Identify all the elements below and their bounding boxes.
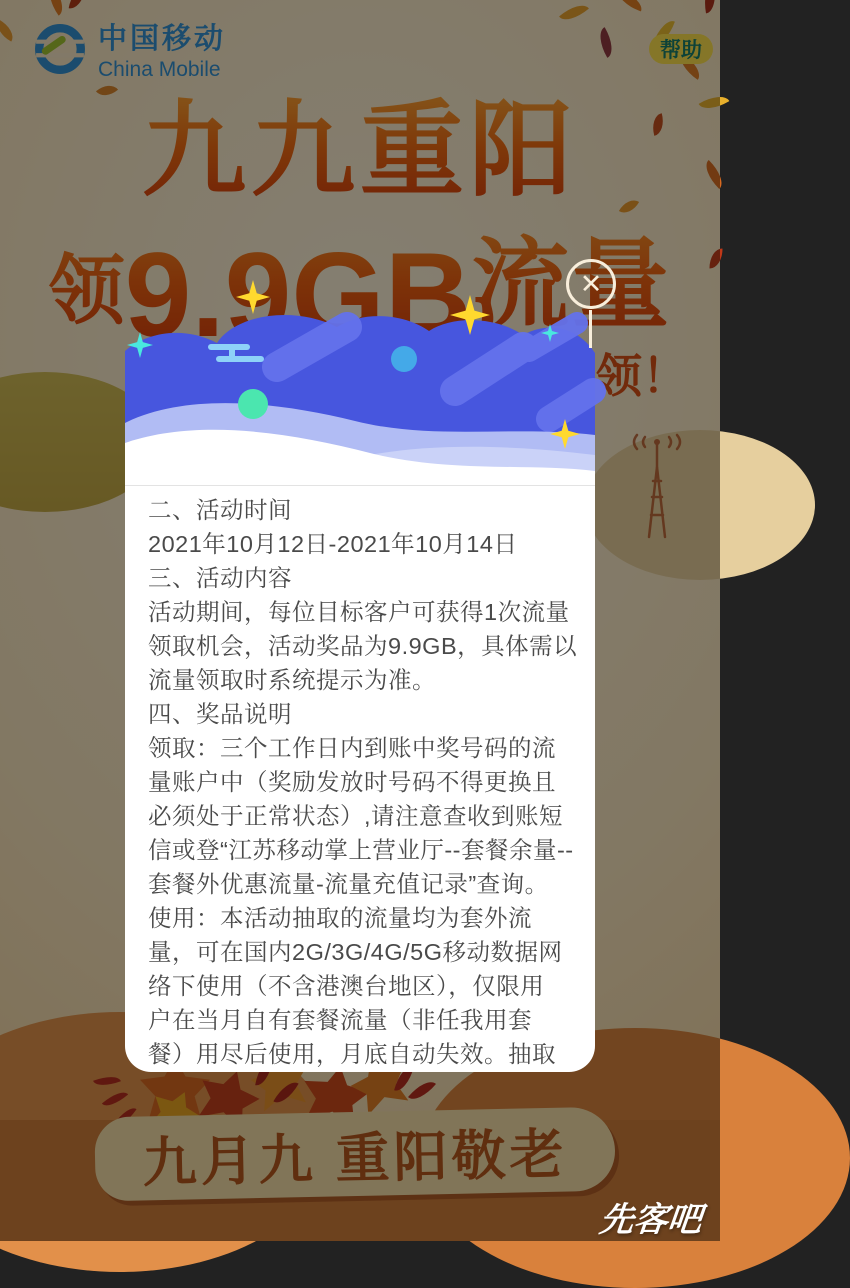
- rules-text-line: 活动期间，每位目标客户可获得1次流量: [148, 599, 570, 625]
- rules-text-line: 流量领取时系统提示为准。: [148, 667, 436, 693]
- rules-text-line: 信或登“江苏移动掌上营业厅--套餐余量--: [148, 837, 574, 863]
- rules-text-line: 必须处于正常状态）,请注意查收到账短: [148, 803, 564, 829]
- rules-text-line: 套餐外优惠流量-流量充值记录”查询。: [148, 871, 549, 897]
- rules-text-line: 量账户中（奖励发放时号码不得更换且: [148, 769, 556, 795]
- rules-text-line: 使用：本活动抽取的流量均为套外流: [148, 905, 532, 931]
- rules-text-line: 领取机会，活动奖品为9.9GB，具体需以: [148, 633, 578, 659]
- watermark: 先客吧: [597, 1201, 704, 1239]
- rules-text-line: 领取：三个工作日内到账中奖号码的流: [148, 735, 556, 761]
- rules-text: [148, 493, 578, 1067]
- close-button[interactable]: [566, 259, 616, 309]
- close-icon: ✕: [579, 268, 603, 299]
- rules-text-line: 三、活动内容: [148, 565, 292, 591]
- rules-text-line: 餐）用尽后使用，月底自动失效。抽取: [148, 1041, 556, 1067]
- rules-text-line: 量，可在国内2G/3G/4G/5G移动数据网: [148, 939, 563, 965]
- rules-text-line: 二、活动时间: [148, 497, 292, 523]
- rules-text-line: 四、奖品说明: [148, 701, 292, 727]
- rules-text-line: 2021年10月12日-2021年10月14日: [148, 531, 518, 557]
- close-button-stem: [589, 310, 592, 348]
- dot-decoration: [391, 346, 417, 372]
- rules-modal: [125, 307, 595, 1072]
- dot-decoration: [238, 389, 268, 419]
- rules-text-line: 络下使用（不含港澳台地区），仅限用: [148, 973, 545, 999]
- rules-text-line: 户在当月自有套餐流量（非任我用套: [148, 1007, 532, 1033]
- wave-illustration: [125, 307, 595, 485]
- modal-body[interactable]: [125, 485, 595, 1072]
